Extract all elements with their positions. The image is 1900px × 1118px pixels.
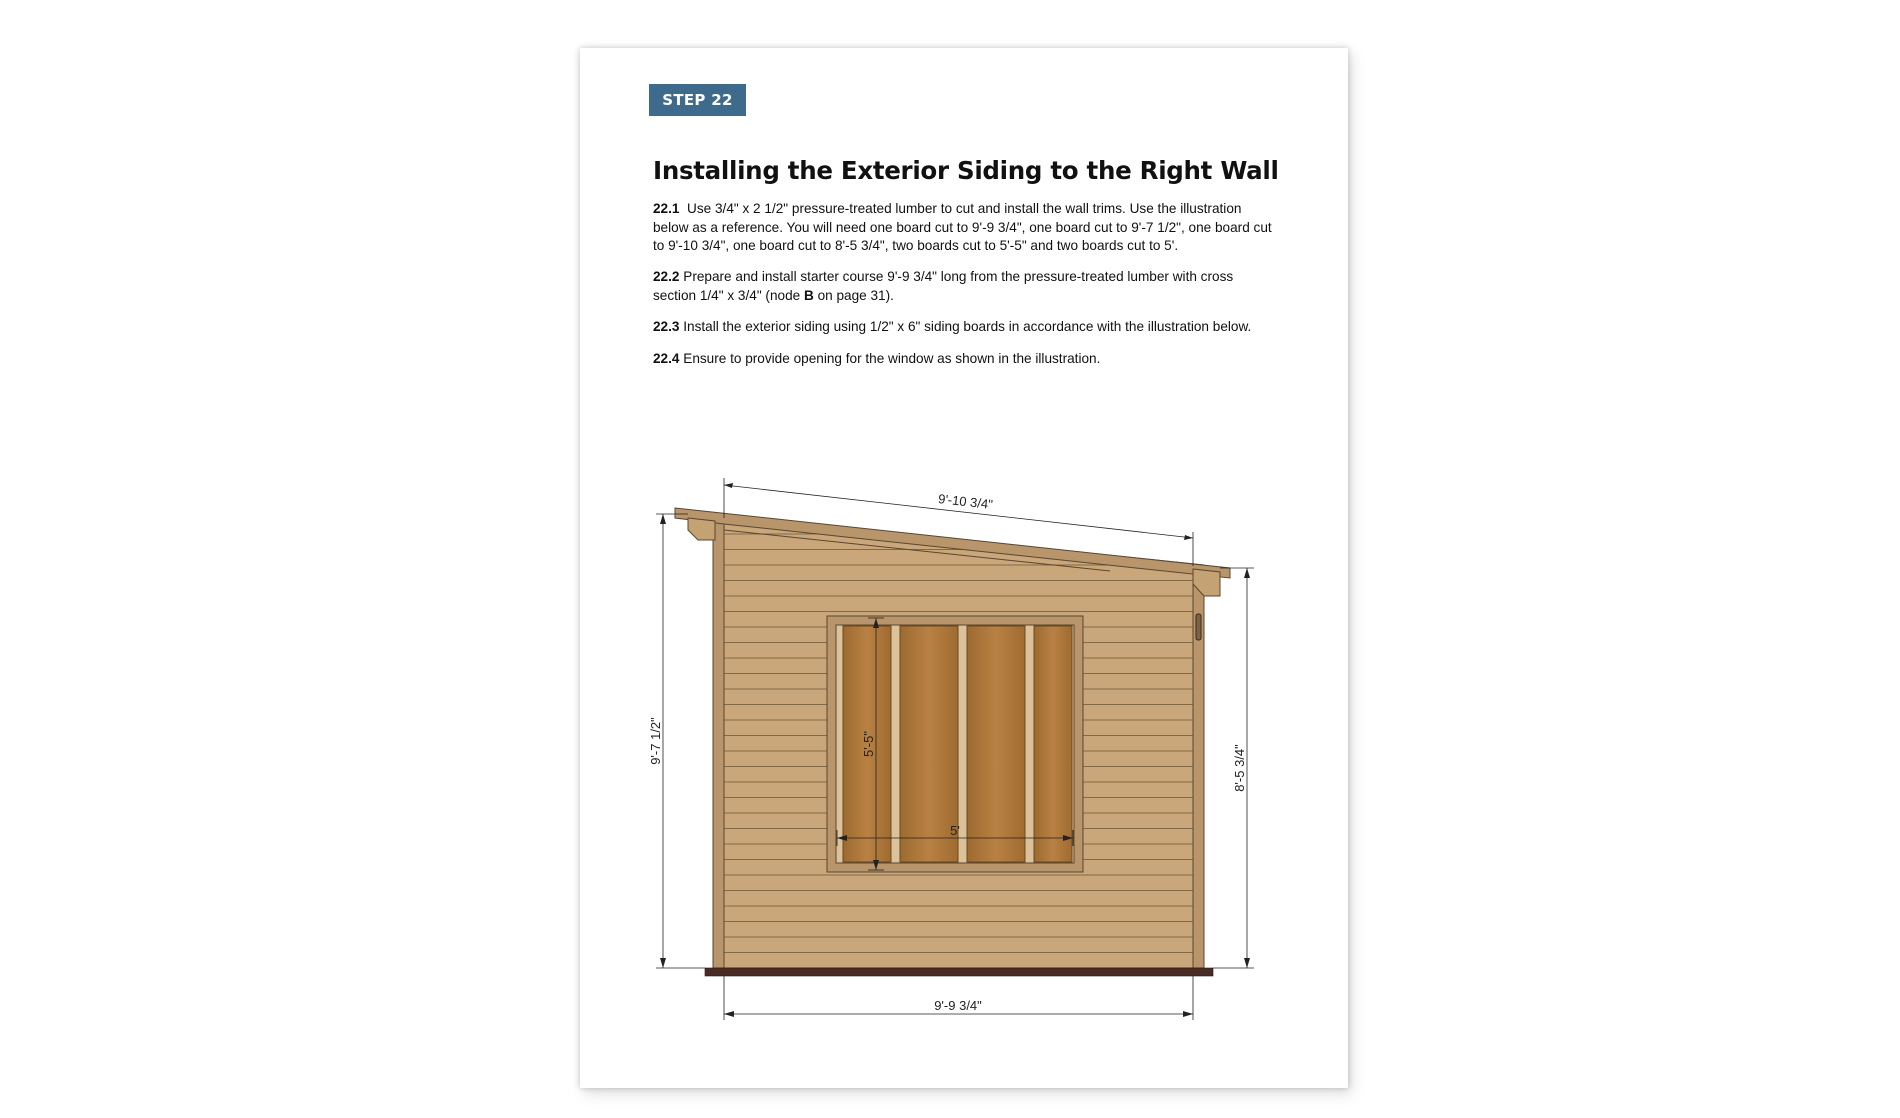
instruction-text: Ensure to provide opening for the window as shown in the illustration. bbox=[683, 351, 1101, 366]
right-wall-siding-illustration bbox=[580, 48, 1348, 1088]
manual-page bbox=[580, 48, 1348, 1088]
instruction-number: 22.2 bbox=[653, 269, 680, 284]
instruction-number: 22.3 bbox=[653, 319, 680, 334]
hinge-detail bbox=[1196, 614, 1201, 640]
left-roof-bracket bbox=[688, 518, 715, 540]
dim-label-left-height: 9'-7 1/2" bbox=[648, 717, 663, 765]
step-badge: STEP 22 bbox=[649, 84, 746, 116]
foundation-starter-course bbox=[705, 968, 1213, 976]
instruction-number: 22.4 bbox=[653, 351, 680, 366]
instruction-text: Prepare and install starter course 9'-9 3/4" long from the pressure-treated lumber with cross section 1/4" x 3/4" (node bbox=[653, 269, 1234, 303]
dim-label-top-rafter: 9'-10 3/4" bbox=[937, 491, 994, 513]
instruction-number: 22.1 bbox=[653, 201, 680, 216]
instruction-text: on page 31). bbox=[813, 287, 894, 303]
instruction-text: Use 3/4" x 2 1/2" pressure-treated lumber to cut and install the wall trims. Use the illustration below as a reference. You will need one board cut to 9'-9 3/4", one board cut to 9'-7 1/2", one board cut to 9'-10 3/4", one board cut to 8'-5 3/4", two boards cut to 5'-5" and two boards cut to 5'. bbox=[653, 201, 1272, 253]
window-panel bbox=[967, 626, 1025, 862]
window-panel bbox=[1034, 626, 1072, 862]
page-title: Installing the Exterior Siding to the Right Wall bbox=[653, 156, 1279, 185]
dim-label-window-height: 5'-5" bbox=[861, 731, 876, 757]
dim-label-right-height: 8'-5 3/4" bbox=[1232, 744, 1247, 792]
dim-label-bottom-width: 9'-9 3/4" bbox=[934, 998, 982, 1013]
instruction-text: Install the exterior siding using 1/2" x 6" siding boards in accordance with the illustration below. bbox=[683, 319, 1252, 334]
node-reference: B bbox=[803, 287, 814, 303]
dim-label-window-width: 5' bbox=[950, 823, 960, 838]
